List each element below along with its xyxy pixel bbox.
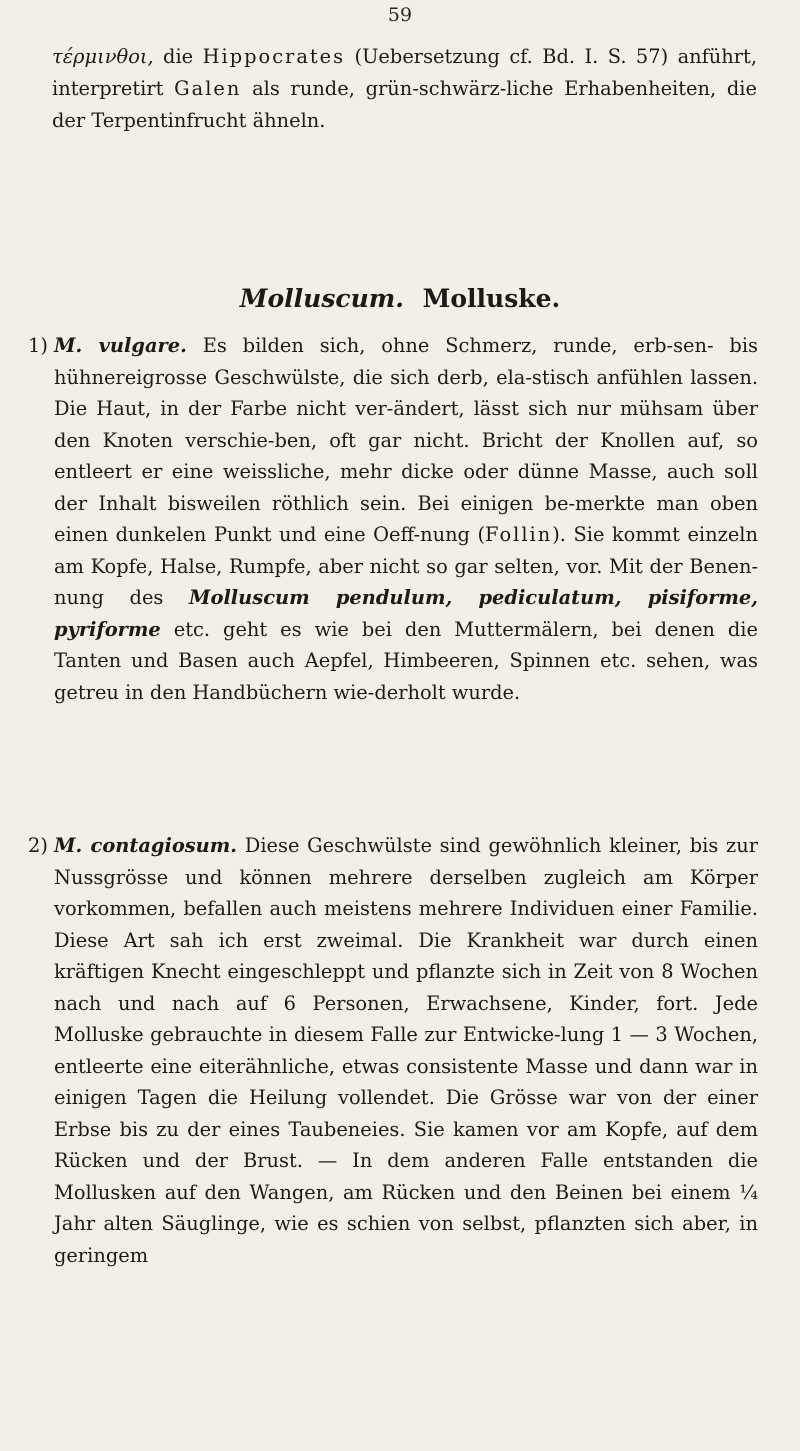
entry-contagiosum — [28, 830, 758, 1271]
page-number: 59 — [387, 4, 413, 26]
entry-text: M. vulgare. Es bilden sich, ohne Schmerz, runde, erb-sen- bis hühnereigrosse Geschwülste, die sich derb, ela-stisch anfühlen lassen. Die Haut, in der Farbe nicht ver-ändert, lässt sich nur mühsam über den Knoten verschie-ben, oft gar nicht. Bricht der Knollen auf, so entleert er eine weissliche, mehr dicke oder dünne Masse, auch soll der Inhalt bisweilen röthlich sein. Bei einigen be-merkte man oben einen dunkelen Punkt und eine Oeff-nung (Follin). Sie kommt einzeln am Kopfe, Halse, Rumpfe, aber nicht so gar selten, vor. Mit der Benen-nung des Molluscum pendulum, pediculatum, pisiforme, pyriforme etc. geht es wie bei den Muttermälern, bei denen die Tanten und Basen auch Aepfel, Himbeeren, Spinnen etc. sehen, was getreu in den Handbüchern wie-derholt wurde. — [54, 334, 759, 704]
entry-text: M. contagiosum. Diese Geschwülste sind gewöhnlich kleiner, bis zur Nussgrösse und können mehrere derselben zugleich am Körper vorkommen, befallen auch meistens mehrere Individuen einer Familie. Diese Art sah ich erst zweimal. Die Krankheit war durch einen kräftigen Knecht eingeschleppt und pflanzte sich in Zeit von 8 Wochen nach und nach auf 6 Personen, Erwachsene, Kinder, fort. Jede Molluske gebrauchte in diesem Falle zur Entwicke-lung 1 — 3 Wochen, entleerte eine eiterähnliche, etwas consistente Masse und dann war in einigen Tagen die Heilung vollendet. Die Grösse war von der einer Erbse bis zu der eines Taubeneies. Sie kamen vor am Kopfe, auf dem Rücken und der Brust. — In dem anderen Falle entstanden die Mollusken auf den Wangen, am Rücken und den Beinen bei einem ¼ Jahr alten Säuglinge, wie es schien von selbst, pflanzten sich aber, in geringem — [54, 834, 758, 1267]
latin-terms: Molluscum pendulum, pediculatum, pisiforme, pyriforme — [54, 586, 759, 641]
section-title-latin: Molluscum. — [239, 284, 404, 313]
entry-name: M. vulgare. — [54, 334, 187, 357]
entry-number: 2) — [28, 834, 48, 857]
intro-paragraph: τέρμινθοι, die Hippocrates (Uebersetzung cf. Bd. I. S. 57) anführt, interpretirt Galen als runde, grün-schwärz-liche Erhabenheiten, die der Terpentinfrucht ähneln. — [52, 45, 757, 132]
author-name: Hippocrates — [202, 45, 346, 68]
greek-term: τέρμινθοι, — [52, 45, 154, 68]
author-name: Follin — [485, 523, 553, 546]
entry-number: 1) — [28, 334, 48, 357]
section-title — [0, 284, 800, 313]
entry-name: M. contagiosum. — [54, 834, 238, 857]
author-name: Galen — [174, 77, 242, 100]
entry-vulgare — [28, 330, 758, 708]
section-title-german: Molluske. — [422, 284, 561, 313]
